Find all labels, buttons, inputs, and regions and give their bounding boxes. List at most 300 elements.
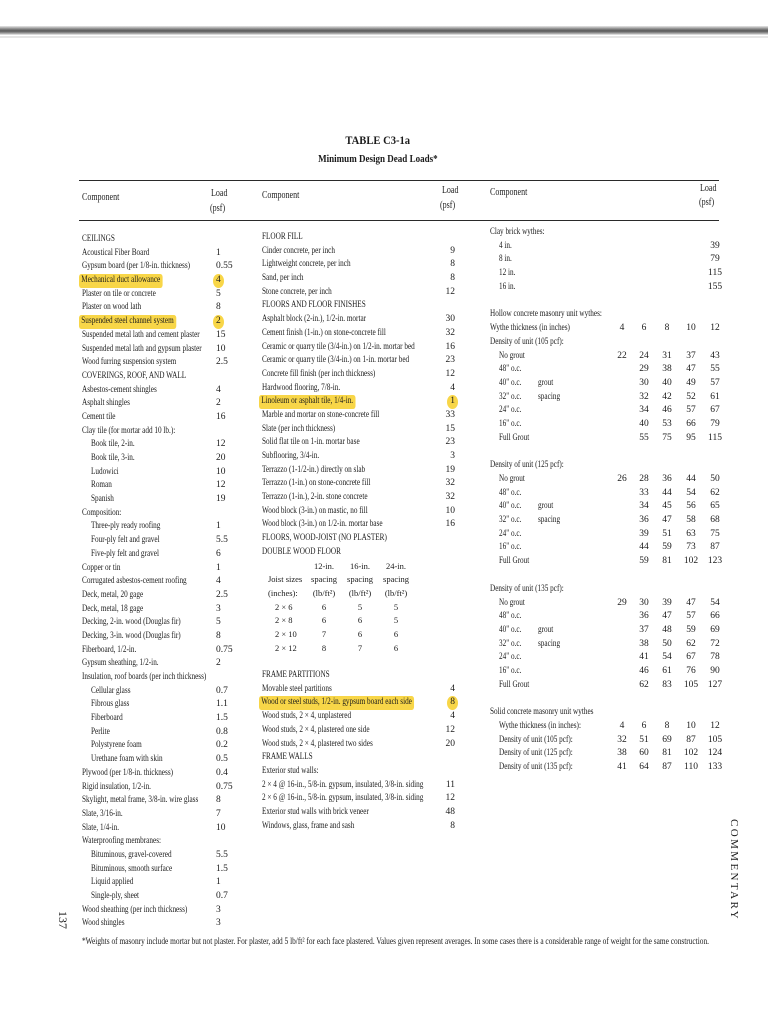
load-value: 63 bbox=[686, 528, 696, 539]
column-3 bbox=[490, 226, 730, 775]
load-value: 10 bbox=[686, 323, 696, 334]
table-row bbox=[82, 767, 232, 781]
load-value: 0.8 bbox=[216, 726, 228, 737]
table-row bbox=[262, 409, 462, 423]
table-row bbox=[82, 329, 232, 343]
component-label: 48" o.c. bbox=[499, 364, 522, 375]
component-label: 32" o.c. bbox=[499, 391, 522, 402]
table-row bbox=[262, 696, 462, 710]
load-value: 62 bbox=[710, 487, 720, 498]
load-value: 19 bbox=[445, 464, 455, 475]
grout-spacing-note: spacing bbox=[538, 638, 561, 649]
load-value: 57 bbox=[686, 611, 696, 622]
component-label: Wood sheathing (per inch thickness) bbox=[82, 904, 188, 915]
load-value: 1 bbox=[216, 247, 221, 258]
load-value: 73 bbox=[686, 542, 696, 553]
table-row bbox=[82, 781, 232, 795]
load-value: 32 bbox=[445, 327, 455, 338]
table-row bbox=[490, 336, 730, 350]
component-label: Book tile, 3-in. bbox=[91, 453, 135, 463]
table-row bbox=[82, 822, 232, 836]
load-value: 1.1 bbox=[216, 699, 228, 710]
table-row bbox=[490, 432, 730, 446]
load-value: 47 bbox=[662, 611, 672, 622]
load-value: 4 bbox=[450, 382, 455, 393]
component-label: Density of unit (105 pcf): bbox=[490, 336, 564, 347]
component-label: Deck, metal, 18 gage bbox=[82, 603, 144, 614]
component-label: Terrazzo (1-1/2-in.) directly on slab bbox=[262, 464, 366, 475]
load-value: 0.75 bbox=[216, 644, 233, 655]
table-row bbox=[82, 520, 232, 534]
load-value: 8 bbox=[216, 630, 221, 641]
component-label: No grout bbox=[499, 474, 525, 484]
component-label: Single-ply, sheet bbox=[91, 891, 140, 901]
component-label: Wood shingles bbox=[82, 918, 125, 929]
load-value: 1.5 bbox=[216, 713, 228, 724]
load-value: 87 bbox=[710, 542, 720, 553]
component-label: Wood studs, 2 × 4, unplastered bbox=[262, 711, 352, 722]
load-value: 10 bbox=[445, 505, 455, 516]
load-value: 28 bbox=[639, 474, 649, 484]
load-value: 1 bbox=[216, 877, 221, 888]
load-value: 59 bbox=[639, 556, 649, 567]
load-value: 45 bbox=[662, 501, 672, 512]
load-value: 155 bbox=[707, 281, 723, 292]
table-row bbox=[490, 308, 730, 322]
table-row bbox=[82, 534, 232, 548]
table-row bbox=[262, 710, 462, 724]
load-value: 32 bbox=[617, 734, 627, 745]
load-value: 55 bbox=[710, 364, 720, 375]
load-value: 23 bbox=[445, 355, 455, 366]
component-label: Density of unit (125 pcf): bbox=[490, 460, 564, 471]
load-value: 0.7 bbox=[216, 891, 228, 901]
load-value: 39 bbox=[639, 528, 649, 539]
grout-spacing-note: grout bbox=[538, 501, 554, 512]
load-value: 44 bbox=[662, 487, 672, 498]
table-row bbox=[82, 671, 232, 685]
section-heading: COVERINGS, ROOF, AND WALL bbox=[82, 370, 187, 381]
component-label: Asphalt shingles bbox=[82, 398, 130, 409]
component-label: Terrazzo (1-in.) on stone-concrete fill bbox=[262, 478, 371, 489]
table-row bbox=[82, 260, 232, 274]
component-label: Five-ply felt and gravel bbox=[91, 548, 159, 559]
load-value: 81 bbox=[662, 748, 672, 759]
table-row bbox=[262, 765, 462, 779]
table-row bbox=[82, 479, 232, 493]
load-value: 62 bbox=[639, 679, 649, 690]
load-value: 36 bbox=[662, 474, 672, 484]
load-value: 133 bbox=[707, 762, 723, 773]
table-row bbox=[82, 356, 232, 370]
joist-load-value: 5 bbox=[357, 601, 363, 612]
component-label: 40" o.c. bbox=[499, 377, 522, 388]
table-row bbox=[490, 679, 730, 693]
table-row bbox=[262, 272, 462, 286]
joist-header-text: spacing bbox=[347, 574, 373, 585]
component-label: 32" o.c. bbox=[499, 515, 522, 526]
component-label: Slate, 1/4-in. bbox=[82, 822, 120, 833]
load-value: 39 bbox=[710, 240, 720, 251]
page-number: 137 bbox=[56, 911, 70, 929]
load-value: 51 bbox=[662, 528, 672, 539]
load-value: 5 bbox=[216, 288, 221, 299]
table-title-text: Minimum Design Dead Loads* bbox=[318, 153, 438, 165]
table-row bbox=[490, 363, 730, 377]
section-heading: FRAME WALLS bbox=[262, 752, 313, 763]
joist-load-value: 8 bbox=[321, 642, 327, 653]
component-label: Terrazzo (1-in.), 2-in. stone concrete bbox=[262, 492, 368, 503]
load-value: 36 bbox=[639, 611, 649, 622]
component-label: Full Grout bbox=[499, 556, 530, 567]
load-value: 48 bbox=[662, 624, 672, 635]
joist-load-value: 6 bbox=[393, 629, 399, 639]
load-value: 5 bbox=[216, 617, 221, 628]
joist-load-value: 6 bbox=[393, 642, 399, 653]
component-label: Cinder concrete, per inch bbox=[262, 245, 335, 256]
load-value: 105 bbox=[683, 679, 699, 690]
load-value: 6 bbox=[641, 323, 647, 334]
section-heading: FLOORS, WOOD-JOIST (NO PLASTER) bbox=[262, 533, 387, 544]
table-title bbox=[200, 153, 556, 165]
load-value: 38 bbox=[639, 638, 649, 649]
load-value: 65 bbox=[710, 501, 720, 512]
component-label: Wood or steel studs, 1/2-in. gypsum board each side bbox=[259, 696, 414, 710]
load-value: 41 bbox=[617, 762, 627, 773]
load-value: 12 bbox=[710, 323, 720, 334]
load-value: 20 bbox=[216, 453, 226, 463]
component-label: Asbestos-cement shingles bbox=[82, 384, 157, 395]
load-value: 2.5 bbox=[216, 589, 228, 600]
component-label: Cement finish (1-in.) on stone-concrete fill bbox=[262, 327, 386, 338]
load-value: 127 bbox=[707, 679, 723, 690]
component-label: Fiberboard, 1/2-in. bbox=[82, 644, 137, 655]
table-row bbox=[262, 299, 462, 313]
load-value: 87 bbox=[686, 734, 696, 745]
load-value: 2 bbox=[213, 315, 224, 329]
component-label: Clay brick wythes: bbox=[490, 227, 545, 237]
section-heading: CEILINGS bbox=[82, 234, 115, 244]
load-value: 102 bbox=[683, 556, 699, 567]
table-row bbox=[82, 397, 232, 411]
component-label: Copper or tin bbox=[82, 562, 121, 573]
load-value: 5.5 bbox=[216, 849, 228, 860]
component-label: 24" o.c. bbox=[499, 528, 522, 539]
load-value: 15 bbox=[216, 329, 226, 340]
load-value: 67 bbox=[686, 652, 696, 663]
load-value: 37 bbox=[639, 624, 649, 635]
table-row bbox=[82, 630, 232, 644]
table-row bbox=[262, 532, 462, 546]
table-row bbox=[82, 370, 232, 384]
load-value: 10 bbox=[686, 721, 696, 731]
table-row bbox=[82, 575, 232, 589]
table-row bbox=[82, 657, 232, 671]
table-row bbox=[82, 548, 232, 562]
component-label: No grout bbox=[499, 350, 525, 361]
load-value: 33 bbox=[639, 487, 649, 498]
load-value: 12 bbox=[445, 368, 455, 379]
table-row bbox=[82, 890, 232, 904]
load-value: 62 bbox=[686, 638, 696, 649]
component-label: Composition: bbox=[82, 507, 122, 518]
table-row bbox=[82, 411, 232, 425]
load-value: 95 bbox=[686, 432, 696, 443]
component-label: 16" o.c. bbox=[499, 418, 522, 429]
load-value: 56 bbox=[686, 501, 696, 512]
component-label: 4 in. bbox=[499, 240, 512, 251]
table-row bbox=[262, 327, 462, 341]
load-value: 30 bbox=[639, 597, 649, 608]
table-row bbox=[82, 863, 232, 877]
table-row bbox=[82, 739, 232, 753]
load-value: 8 bbox=[450, 259, 455, 270]
table-row bbox=[262, 669, 462, 683]
load-value: 78 bbox=[710, 652, 720, 663]
component-label: Solid flat tile on 1-in. mortar base bbox=[262, 437, 360, 448]
col2-component-header: Component bbox=[262, 190, 300, 201]
load-value: 4 bbox=[619, 721, 625, 731]
table-row bbox=[490, 720, 730, 734]
load-value: 8 bbox=[664, 721, 670, 731]
load-value: 12 bbox=[445, 793, 455, 804]
table-row bbox=[490, 253, 730, 267]
load-value: 102 bbox=[683, 748, 699, 759]
column-1 bbox=[82, 233, 232, 931]
load-value: 8 bbox=[216, 795, 221, 806]
joist-size: 2 × 8 bbox=[275, 615, 293, 626]
table-row bbox=[82, 315, 232, 329]
table-row bbox=[490, 624, 730, 638]
component-label: Cellular glass bbox=[91, 685, 131, 696]
component-label: Plywood (per 1/8-in. thickness) bbox=[82, 767, 174, 778]
joist-load-value: 6 bbox=[357, 629, 363, 639]
component-label: Ludowici bbox=[91, 466, 119, 477]
joist-header-text: Joist sizes bbox=[268, 574, 303, 585]
load-value: 4 bbox=[619, 323, 625, 334]
table-row bbox=[82, 438, 232, 452]
component-label: Skylight, metal frame, 3/8-in. wire glass bbox=[82, 795, 199, 806]
table-row bbox=[490, 761, 730, 775]
table-row bbox=[82, 343, 232, 357]
table-row bbox=[490, 706, 730, 720]
table-row bbox=[262, 738, 462, 752]
load-value: 3 bbox=[450, 451, 455, 461]
table-row bbox=[262, 313, 462, 327]
load-value: 87 bbox=[662, 762, 672, 773]
component-label: Plaster on wood lath bbox=[82, 302, 142, 313]
component-label: 32" o.c. bbox=[499, 638, 522, 649]
load-value: 43 bbox=[710, 350, 720, 361]
load-value: 36 bbox=[639, 515, 649, 526]
table-row bbox=[490, 610, 730, 624]
component-label: Wythe thickness (in inches): bbox=[499, 721, 581, 731]
component-label: Wood studs, 2 × 4, plastered two sides bbox=[262, 738, 373, 749]
joist-load-value: 6 bbox=[357, 615, 363, 626]
load-value: 32 bbox=[445, 492, 455, 503]
table-row bbox=[490, 377, 730, 391]
component-label: Rigid insulation, 1/2-in. bbox=[82, 781, 151, 792]
grout-spacing-note: spacing bbox=[538, 515, 561, 526]
component-label: Spanish bbox=[91, 494, 114, 505]
table-row bbox=[82, 712, 232, 726]
table-row bbox=[82, 644, 232, 658]
component-label: 16 in. bbox=[499, 281, 516, 292]
load-value: 32 bbox=[639, 391, 649, 402]
load-value: 1 bbox=[447, 395, 458, 409]
table-row bbox=[262, 286, 462, 300]
table-row bbox=[490, 528, 730, 542]
load-value: 42 bbox=[662, 391, 672, 402]
header-bottom-rule bbox=[79, 220, 719, 221]
load-value: 12 bbox=[216, 480, 226, 491]
load-value: 0.5 bbox=[216, 754, 228, 765]
table-row bbox=[262, 436, 462, 450]
component-label: Perlite bbox=[91, 726, 110, 737]
component-label: Corrugated asbestos-cement roofing bbox=[82, 576, 187, 587]
table-row bbox=[82, 452, 232, 466]
component-label: Plaster on tile or concrete bbox=[82, 288, 156, 299]
grout-spacing-note: grout bbox=[538, 624, 554, 635]
component-label: Slate, 3/16-in. bbox=[82, 808, 123, 819]
table-row bbox=[82, 904, 232, 918]
component-label: Density of unit (125 pcf): bbox=[499, 748, 573, 759]
load-value: 12 bbox=[216, 439, 226, 450]
load-value: 6 bbox=[216, 548, 221, 559]
joist-header-text: 12-in. bbox=[313, 560, 335, 571]
joist-header-text: 16-in. bbox=[349, 560, 371, 571]
table-row bbox=[262, 477, 462, 491]
table-row bbox=[490, 350, 730, 364]
component-label: Full Grout bbox=[499, 679, 530, 690]
component-label: Exterior stud walls with brick veneer bbox=[262, 806, 369, 817]
load-value: 0.2 bbox=[216, 740, 228, 751]
table-row bbox=[262, 450, 462, 464]
grout-spacing-note: spacing bbox=[538, 391, 561, 402]
load-value: 40 bbox=[639, 418, 649, 429]
component-label: Fiberboard bbox=[91, 713, 123, 724]
load-value: 38 bbox=[662, 364, 672, 375]
load-value: 50 bbox=[710, 474, 720, 484]
load-value: 4 bbox=[450, 683, 455, 694]
component-label: Sand, per inch bbox=[262, 273, 304, 284]
component-label: 16" o.c. bbox=[499, 665, 522, 676]
table-row bbox=[262, 395, 462, 409]
col1-load-unit: (psf) bbox=[210, 203, 226, 214]
component-label: Density of unit (135 pcf): bbox=[490, 583, 564, 594]
load-value: 12 bbox=[445, 724, 455, 735]
table-row bbox=[82, 849, 232, 863]
load-value: 48 bbox=[445, 806, 455, 817]
table-row bbox=[262, 751, 462, 765]
component-label: Cement tile bbox=[82, 411, 116, 422]
load-value: 32 bbox=[445, 478, 455, 489]
load-value: 26 bbox=[617, 474, 627, 484]
table-row bbox=[82, 753, 232, 767]
load-value: 29 bbox=[639, 364, 649, 375]
load-value: 40 bbox=[662, 377, 672, 388]
scan-edge-line bbox=[0, 36, 768, 38]
joist-size: 2 × 10 bbox=[275, 629, 297, 639]
load-value: 115 bbox=[708, 432, 722, 443]
joist-header-text: (lb/ft²) bbox=[384, 587, 408, 598]
table-row bbox=[82, 384, 232, 398]
component-label: Book tile, 2-in. bbox=[91, 439, 135, 450]
component-label: Gypsum board (per 1/8-in. thickness) bbox=[82, 261, 191, 272]
load-value: 8 bbox=[450, 820, 455, 831]
load-value: 10 bbox=[216, 466, 226, 477]
component-label: 12 in. bbox=[499, 268, 516, 279]
col1-load-header: Load bbox=[211, 188, 228, 199]
scan-edge-shadow bbox=[0, 26, 768, 35]
component-label: No grout bbox=[499, 597, 525, 608]
load-value: 79 bbox=[710, 418, 720, 429]
load-value: 2.5 bbox=[216, 357, 228, 368]
table-row bbox=[262, 491, 462, 505]
table-row bbox=[262, 341, 462, 355]
component-label: Deck, metal, 20 gage bbox=[82, 589, 144, 600]
load-value: 39 bbox=[662, 597, 672, 608]
component-label: Slate (per inch thickness) bbox=[262, 423, 336, 434]
table-row bbox=[82, 288, 232, 302]
joist-header-text: spacing bbox=[383, 574, 409, 585]
table-row bbox=[490, 514, 730, 528]
load-value: 33 bbox=[445, 409, 455, 420]
load-value: 16 bbox=[216, 411, 226, 422]
table-row bbox=[82, 835, 232, 849]
load-value: 59 bbox=[686, 624, 696, 635]
component-label: Subflooring, 3/4-in. bbox=[262, 451, 320, 461]
table-row bbox=[262, 518, 462, 532]
table-row bbox=[82, 233, 232, 247]
component-label: Full Grout bbox=[499, 432, 530, 443]
load-value: 31 bbox=[662, 350, 672, 361]
section-heading: FRAME PARTITIONS bbox=[262, 670, 330, 681]
component-label: Decking, 2-in. wood (Douglas fir) bbox=[82, 617, 181, 628]
grout-spacing-note: grout bbox=[538, 377, 554, 388]
load-value: 12 bbox=[445, 286, 455, 297]
load-value: 19 bbox=[216, 494, 226, 505]
component-label: Clay tile (for mortar add 10 lb.): bbox=[82, 425, 176, 436]
load-value: 57 bbox=[710, 377, 720, 388]
component-label: Four-ply felt and gravel bbox=[91, 535, 160, 546]
column-2 bbox=[262, 231, 462, 833]
table-row bbox=[82, 466, 232, 480]
component-label: Density of unit (135 pcf): bbox=[499, 762, 573, 773]
load-value: 46 bbox=[662, 405, 672, 416]
table-row bbox=[262, 354, 462, 368]
component-label: Wythe thickness (in inches) bbox=[490, 323, 570, 334]
load-value: 29 bbox=[617, 597, 627, 608]
joist-load-value: 6 bbox=[321, 615, 327, 626]
table-row bbox=[262, 505, 462, 519]
component-label: Acoustical Fiber Board bbox=[82, 247, 150, 258]
load-value: 54 bbox=[686, 487, 696, 498]
table-row bbox=[490, 734, 730, 748]
section-heading: FLOOR FILL bbox=[262, 232, 303, 242]
table-row bbox=[490, 487, 730, 501]
joist-size: 2 × 12 bbox=[275, 642, 297, 653]
load-value: 51 bbox=[639, 734, 649, 745]
table-row bbox=[490, 473, 730, 487]
load-value: 23 bbox=[445, 437, 455, 448]
component-label: Exterior stud walls: bbox=[262, 765, 319, 776]
component-label: Bituminous, smooth surface bbox=[91, 863, 173, 874]
load-value: 34 bbox=[639, 501, 649, 512]
load-value: 0.55 bbox=[216, 261, 233, 272]
load-value: 16 bbox=[445, 519, 455, 530]
component-label: 24" o.c. bbox=[499, 652, 522, 663]
